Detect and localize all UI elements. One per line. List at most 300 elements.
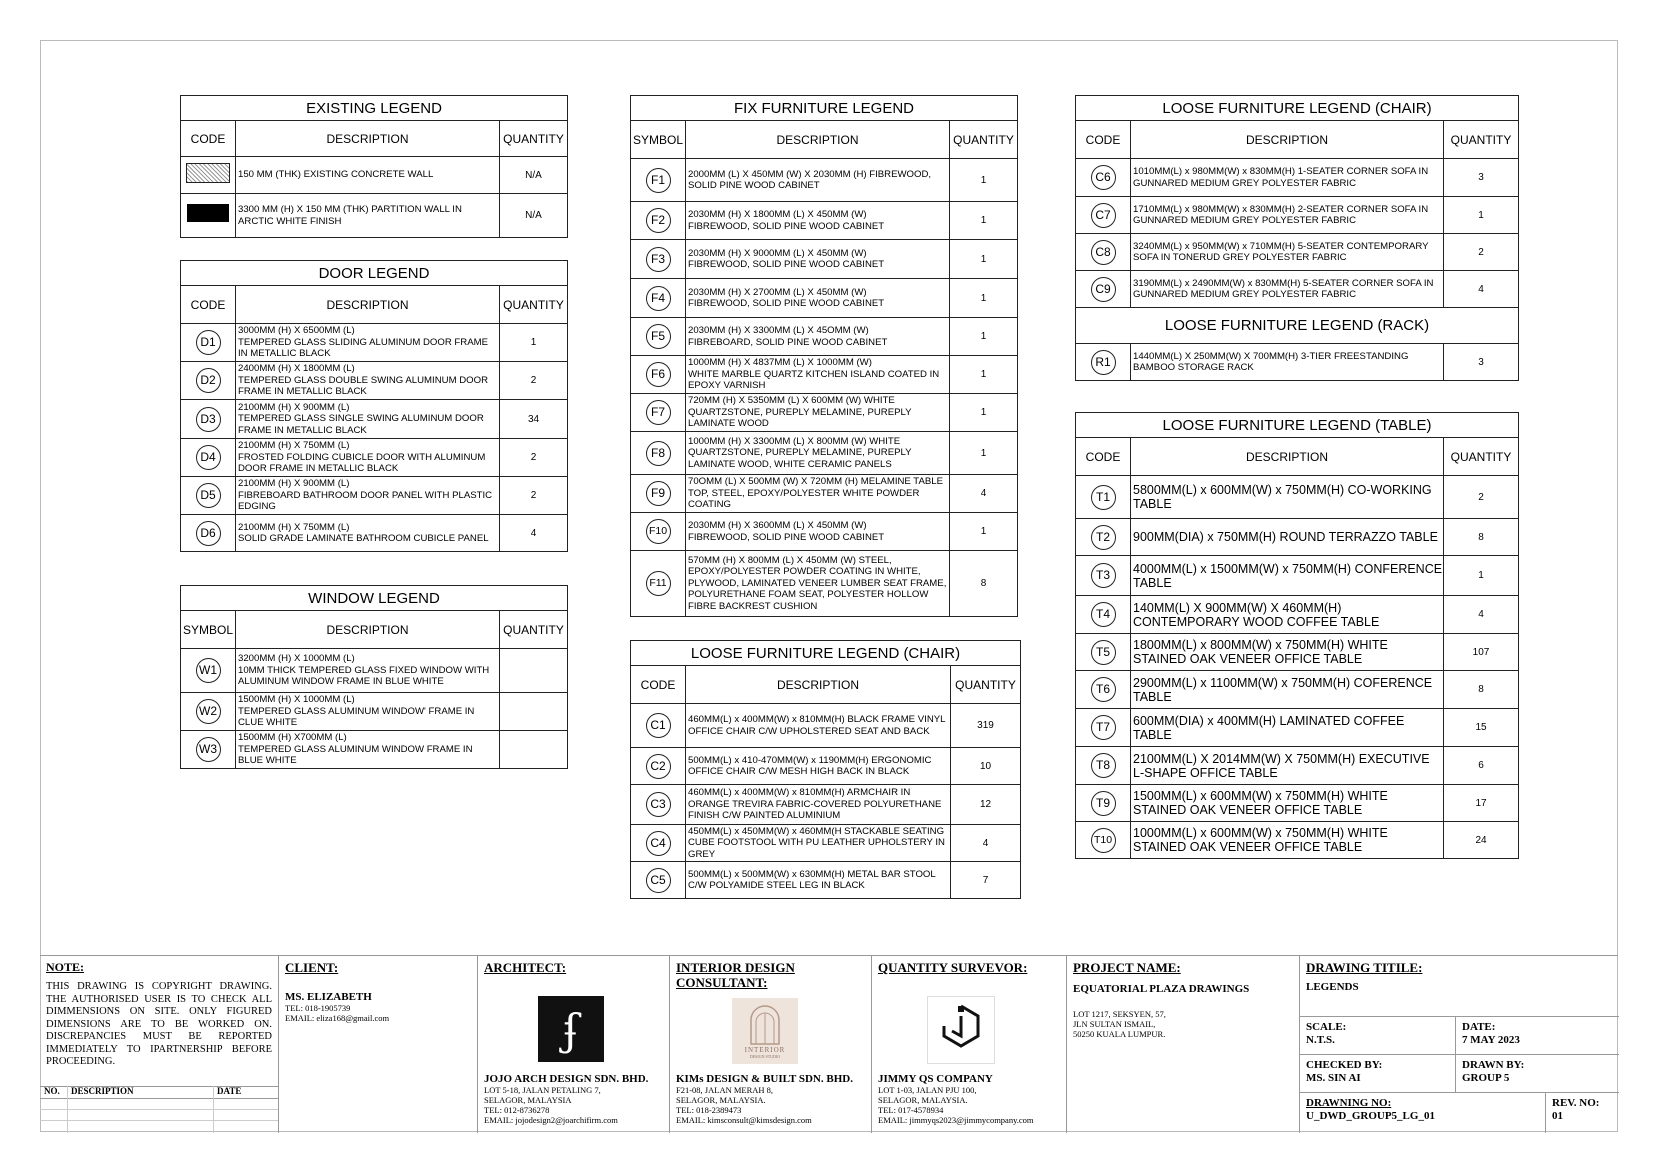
legend-row [1076,271,1519,308]
legend-description: 5800MM(L) x 600MM(W) x 750MM(H) CO-WORKING TABLE [1131,476,1444,519]
code-circle-symbol: W3 [196,737,221,762]
header-description: DESCRIPTION [236,611,500,649]
legend-row [1076,519,1519,556]
header-code: CODE [631,666,686,704]
quantity-surveyor-name: JIMMY QS COMPANY [878,1073,993,1085]
legend-quantity: 10 [951,748,1021,785]
fix-furniture-legend-table [630,95,1018,617]
code-circle-symbol: F5 [646,324,671,349]
quantity-surveyor-address-2: SELAGOR, MALAYSIA. [878,1095,968,1105]
code-circle-symbol: T8 [1091,753,1116,778]
note-text: THIS DRAWING IS COPYRIGHT DRAWING. THE AUTHORISED USER IS TO CHECK ALL DIMMENSIONS ON SITE. ONLY FIGURED DIMENSIONS ARE TO BE WORKED ON. DISCREPANCIES MUST BE REPORTED IMMEDIATELY TO IPARTNERSHIP BEFORE PROCEEDING. [46,981,272,1067]
legend-code-cell [631,862,686,899]
legend-description: 900MM(DIA) x 750MM(H) ROUND TERRAZZO TABLE [1131,519,1444,556]
quantity-surveyor-address-1: LOT 1-03, JALAN PJU 100, [878,1085,977,1095]
header-quantity: QUANTITY [1444,438,1519,476]
interior-consultant-address-2: SELAGOR, MALAYSIA. [676,1095,766,1105]
architect-email: EMAIL: jojodesign2@joarchifirm.com [484,1115,618,1125]
quantity-surveyor-email: EMAIL: jimmyqs2023@jimmycompany.com [878,1115,1034,1125]
code-circle-symbol: F7 [646,400,671,425]
legend-quantity: 1 [950,202,1018,240]
legend-code-cell [631,202,686,240]
loose-chair-legend-title: LOOSE FURNITURE LEGEND (CHAIR) [631,641,1021,666]
project-heading: PROJECT NAME: [1073,960,1181,975]
quantity-surveyor-tel: TEL: 017-4578934 [878,1105,944,1115]
legend-quantity: 1 [950,279,1018,318]
code-circle-symbol: F4 [646,286,671,311]
legend-quantity: 12 [951,785,1021,825]
legend-row [631,432,1018,475]
legend-code-cell [631,825,686,862]
arch-window-icon [745,1004,785,1046]
legend-description: 140MM(L) X 900MM(W) X 460MM(H) CONTEMPORARY WOOD COFFEE TABLE [1131,596,1444,634]
legend-code-cell [1076,709,1131,747]
legend-quantity: 4 [950,475,1018,513]
legend-quantity: 7 [951,862,1021,899]
code-circle-symbol: C2 [646,754,671,779]
legend-description: 2900MM(L) x 1100MM(W) x 750MM(H) COFERENCE TABLE [1131,671,1444,709]
header-quantity: QUANTITY [951,666,1021,704]
code-circle-symbol: F1 [646,168,671,193]
legend-row [1076,234,1519,271]
client-name: MS. ELIZABETH [285,991,372,1003]
project-name: EQUATORIAL PLAZA DRAWINGS [1073,983,1250,995]
legend-quantity: 107 [1444,634,1519,671]
legend-description: 3240MM(L) x 950MM(W) x 710MM(H) 5-SEATER CONTEMPORARY SOFA IN TONERUD GREY POLYESTER FABRIC [1131,234,1444,271]
code-circle-symbol: F11 [646,571,671,596]
code-circle-symbol: T7 [1091,715,1116,740]
cube-j-logo-icon [938,1002,984,1058]
rev-no-header: NO. [44,1086,60,1096]
legend-description: 2100MM (H) X 750MM (L) FROSTED FOLDING CUBICLE DOOR WITH ALUMINUM DOOR FRAME IN METALLIC BLACK [236,439,500,477]
drawing-number-cell [1300,1092,1545,1133]
title-block [40,955,1618,1133]
legend-row [1076,785,1519,822]
window-legend-title: WINDOW LEGEND [181,586,568,611]
drawn-by-value: GROUP 5 [1462,1072,1510,1084]
legend-row [1076,634,1519,671]
legend-description: 2000MM (L) X 450MM (W) X 2030MM (H) FIBREWOOD, SOLID PINE WOOD CABINET [686,159,950,202]
interior-consultant-address-1: F21-08, JALAN MERAH 8, [676,1085,774,1095]
legend-code-cell [631,279,686,318]
legend-quantity: 1 [950,513,1018,551]
code-circle-symbol: F10 [646,519,671,544]
legend-quantity: 2 [500,362,568,400]
interior-consultant-heading-2: CONSULTANT: [676,975,768,990]
legend-quantity: 24 [1444,822,1519,859]
code-circle-symbol: C5 [646,868,671,893]
legend-description: 150 MM (THK) EXISTING CONCRETE WALL [236,157,500,194]
partition-wall-solid-symbol [181,194,236,238]
concrete-wall-hatch-symbol [181,157,236,194]
header-quantity: QUANTITY [500,121,568,157]
legend-code-cell [1076,271,1131,308]
date-cell [1455,1016,1619,1054]
legend-quantity: 8 [950,551,1018,617]
legend-code-cell [1076,671,1131,709]
legend-quantity: 1 [950,394,1018,432]
legend-row [1076,344,1519,381]
legend-quantity: 4 [1444,596,1519,634]
code-circle-symbol: T6 [1091,677,1116,702]
legend-description: 1000MM (H) X 4837MM (L) X 1000MM (W) WHITE MARBLE QUARTZ KITCHEN ISLAND COATED IN EPOXY VARNISH [686,356,950,394]
door-legend-title: DOOR LEGEND [181,261,568,286]
legend-quantity: 1 [500,324,568,362]
existing-legend-title: EXISTING LEGEND [181,96,568,121]
legend-code-cell [181,362,236,400]
legend-row [631,394,1018,432]
code-circle-symbol: W1 [196,658,221,683]
window-legend-table [180,585,568,769]
legend-quantity: 1 [950,356,1018,394]
drawing-title-value: LEGENDS [1306,981,1359,993]
quantity-surveyor-logo [927,996,995,1064]
client-heading: CLIENT: [285,960,339,975]
legend-quantity: 4 [1444,271,1519,308]
legend-row [631,825,1021,862]
legend-quantity [500,731,568,769]
header-quantity: QUANTITY [950,121,1018,159]
legend-description: 600MM(DIA) x 400MM(H) LAMINATED COFFEE TABLE [1131,709,1444,747]
legend-description: 570MM (H) X 800MM (L) X 450MM (W) STEEL, EPOXY/POLYESTER POWDER COATING IN WHITE, PLYWOOD, LAMINATED VENEER LUMBER SEAT FRAME, POLYURETHANE FOAM SEAT, POLYESTER HOLLOW FIBRE BACKREST CUSHION [686,551,950,617]
legend-code-cell [631,394,686,432]
code-circle-symbol: D1 [196,330,221,355]
legend-quantity: 17 [1444,785,1519,822]
legend-description: 460MM(L) x 400MM(W) x 810MM(H) BLACK FRAME VINYL OFFICE CHAIR C/W UPHOLSTERED SEAT AND BACK [686,704,951,748]
date-value: 7 MAY 2023 [1462,1034,1520,1046]
legend-description: 1500MM (H) X700MM (L) TEMPERED GLASS ALUMINUM WINDOW FRAME IN BLUE WHITE [236,731,500,769]
legend-quantity: 319 [951,704,1021,748]
legend-description: 2030MM (H) X 1800MM (L) X 450MM (W) FIBREWOOD, SOLID PINE WOOD CABINET [686,202,950,240]
legend-row [631,748,1021,785]
legend-code-cell [1076,197,1131,234]
interior-consultant-email: EMAIL: kimsconsult@kimsdesign.com [676,1115,812,1125]
loose-rack-legend-title: LOOSE FURNITURE LEGEND (RACK) [1076,308,1519,344]
legend-quantity: N/A [500,194,568,238]
legend-row [631,862,1021,899]
rev-description-header: DESCRIPTION [71,1086,134,1096]
legend-description: 2400MM (H) X 1800MM (L) TEMPERED GLASS DOUBLE SWING ALUMINUM DOOR FRAME IN METALLIC BLACK [236,362,500,400]
code-circle-symbol: D4 [196,445,221,470]
architect-name: JOJO ARCH DESIGN SDN. BHD. [484,1073,649,1085]
header-description: DESCRIPTION [1131,121,1444,159]
legend-row [1076,476,1519,519]
legend-row [631,551,1018,617]
legend-row [631,240,1018,279]
date-label: DATE: [1462,1021,1496,1033]
drawing-info-section [1299,956,1618,1133]
code-circle-symbol: C9 [1091,277,1116,302]
scale-value: N.T.S. [1306,1034,1335,1046]
quantity-surveyor-section [871,956,1066,1133]
interior-logo-subtext: DESIGN STUDIO [749,1053,781,1059]
legend-row [1076,159,1519,197]
quantity-surveyor-heading: QUANTITY SURVEVOR: [878,960,1028,975]
code-circle-symbol: C6 [1091,165,1116,190]
code-circle-symbol: C7 [1091,203,1116,228]
legend-description: 450MM(L) x 450MM(W) x 460MM(H STACKABLE SEATING CUBE FOOTSTOOL WITH PU LEATHER UPHOLSTERY IN GREY [686,825,951,862]
header-description: DESCRIPTION [236,121,500,157]
loose-table-legend-table [1075,412,1519,859]
legend-description: 1500MM(L) x 600MM(W) x 750MM(H) WHITE STAINED OAK VENEER OFFICE TABLE [1131,785,1444,822]
rev-date-header: DATE [217,1086,242,1096]
project-section [1066,956,1299,1133]
legend-code-cell [1076,159,1131,197]
legend-quantity: 15 [1444,709,1519,747]
legend-code-cell [631,432,686,475]
loose-sofa-legend-title: LOOSE FURNITURE LEGEND (CHAIR) [1076,96,1519,121]
legend-code-cell [181,400,236,439]
legend-description: 2100MM(L) X 2014MM(W) X 750MM(H) EXECUTIVE L-SHAPE OFFICE TABLE [1131,747,1444,785]
legend-quantity: 1 [1444,197,1519,234]
legend-quantity: 1 [950,318,1018,356]
code-circle-symbol: F2 [646,208,671,233]
legend-code-cell [631,748,686,785]
project-address-2: JLN SULTAN ISMAIL, [1073,1019,1156,1029]
legend-code-cell [631,356,686,394]
scale-cell [1300,1016,1455,1054]
legend-row [631,318,1018,356]
legend-quantity: 3 [1444,344,1519,381]
legend-row [1076,671,1519,709]
legend-quantity: 4 [500,515,568,552]
code-circle-symbol: F9 [646,481,671,506]
legend-code-cell [181,477,236,515]
legend-code-cell [1076,822,1131,859]
legend-description: 720MM (H) X 5350MM (L) X 600MM (W) WHITE QUARTZSTONE, PUREPLY MELAMINE, PUREPLY LAMINATE WOOD [686,394,950,432]
legend-quantity: 3 [1444,159,1519,197]
legend-row [181,324,568,362]
legend-code-cell [181,324,236,362]
legend-row [1076,747,1519,785]
interior-logo-text: INTERIOR [744,1045,786,1054]
legend-description: 500MM(L) x 410-470MM(W) x 1190MM(H) ERGONOMIC OFFICE CHAIR C/W MESH HIGH BACK IN BLACK [686,748,951,785]
code-circle-symbol: F3 [646,247,671,272]
legend-code-cell [631,551,686,617]
interior-consultant-tel: TEL: 018-2389473 [676,1105,742,1115]
legend-description: 2030MM (H) X 3600MM (L) X 450MM (W) FIBREWOOD, SOLID PINE WOOD CABINET [686,513,950,551]
legend-code-cell [181,439,236,477]
existing-legend-table [180,95,568,238]
legend-code-cell [1076,785,1131,822]
code-circle-symbol: C1 [646,713,671,738]
legend-row [631,475,1018,513]
legend-code-cell [181,693,236,731]
legend-code-cell [1076,519,1131,556]
legend-quantity [500,693,568,731]
legend-code-cell [1076,344,1131,381]
legend-description: 4000MM(L) x 1500MM(W) x 750MM(H) CONFERENCE TABLE [1131,556,1444,596]
legend-code-cell [181,731,236,769]
loose-table-legend-title: LOOSE FURNITURE LEGEND (TABLE) [1076,413,1519,438]
legend-quantity: 1 [950,159,1018,202]
legend-description: 3200MM (H) X 1000MM (L) 10MM THICK TEMPERED GLASS FIXED WINDOW WITH ALUMINUM WINDOW FRAME IN BLUE WHITE [236,649,500,693]
header-description: DESCRIPTION [236,286,500,324]
legend-description: 1710MM(L) x 980MM(W) x 830MM(H) 2-SEATER CORNER SOFA IN GUNNARED MEDIUM GREY POLYESTER FABRIC [1131,197,1444,234]
legend-row [1076,197,1519,234]
code-circle-symbol: T3 [1091,563,1116,588]
header-description: DESCRIPTION [1131,438,1444,476]
code-circle-symbol: D5 [196,483,221,508]
header-description: DESCRIPTION [686,121,950,159]
legend-code-cell [631,704,686,748]
legend-description: 3000MM (H) X 6500MM (L) TEMPERED GLASS SLIDING ALUMINUM DOOR FRAME IN METALLIC BLACK [236,324,500,362]
revision-number-cell [1545,1092,1619,1133]
legend-code-cell [631,475,686,513]
legend-row [631,159,1018,202]
legend-description: 1010MM(L) x 980MM(W) x 830MM(H) 1-SEATER CORNER SOFA IN GUNNARED MEDIUM GREY POLYESTER FABRIC [1131,159,1444,197]
header-quantity: QUANTITY [500,611,568,649]
legend-code-cell [1076,234,1131,271]
code-circle-symbol: T2 [1091,525,1116,550]
legend-row [181,477,568,515]
legend-quantity: 2 [1444,234,1519,271]
legend-code-cell [1076,747,1131,785]
legend-code-cell [631,240,686,279]
code-circle-symbol: W2 [196,699,221,724]
code-circle-symbol: T10 [1091,828,1116,853]
legend-code-cell [631,785,686,825]
legend-row [181,439,568,477]
fix-furniture-legend-title: FIX FURNITURE LEGEND [631,96,1018,121]
header-code: CODE [1076,121,1131,159]
drawing-title-heading: DRAWING TITILE: [1306,960,1423,975]
checked-by-value: MS. SIN AI [1306,1072,1361,1084]
legend-code-cell [1076,596,1131,634]
legend-row [631,704,1021,748]
header-code: CODE [181,121,236,157]
client-email: EMAIL: eliza168@gmail.com [285,1013,390,1023]
revision-number-label: REV. NO: [1552,1097,1600,1109]
legend-quantity: 6 [1444,747,1519,785]
legend-description: 1000MM(L) x 600MM(W) x 750MM(H) WHITE STAINED OAK VENEER OFFICE TABLE [1131,822,1444,859]
legend-description: 3300 MM (H) X 150 MM (THK) PARTITION WALL IN ARCTIC WHITE FINISH [236,194,500,238]
legend-row [1076,556,1519,596]
drawing-number-value: U_DWD_GROUP5_LG_01 [1306,1110,1435,1122]
legend-quantity: 1 [1444,556,1519,596]
legend-row [1076,822,1519,859]
architect-logo [538,996,604,1062]
legend-quantity: 8 [1444,671,1519,709]
legend-row [1076,709,1519,747]
legend-description: 2030MM (H) X 2700MM (L) X 450MM (W) FIBREWOOD, SOLID PINE WOOD CABINET [686,279,950,318]
legend-quantity: 2 [500,439,568,477]
project-address-3: 50250 KUALA LUMPUR. [1073,1029,1166,1039]
code-circle-symbol: F6 [646,362,671,387]
architect-address-1: LOT 5-18, JALAN PETALING 7, [484,1085,601,1095]
legend-description: 70OMM (L) X 500MM (W) X 720MM (H) MELAMINE TABLE TOP, STEEL, EPOXY/POLYESTER WHITE POWDER COATING [686,475,950,513]
legend-row [181,693,568,731]
legend-code-cell [631,318,686,356]
legend-description: 3190MM(L) x 2490MM(W) x 830MM(H) 5-SEATER CORNER SOFA IN GUNNARED MEDIUM GREY POLYESTER FABRIC [1131,271,1444,308]
legend-description: 1440MM(L) X 250MM(W) X 700MM(H) 3-TIER FREESTANDING BAMBOO STORAGE RACK [1131,344,1444,381]
code-circle-symbol: D6 [196,521,221,546]
header-description: DESCRIPTION [686,666,951,704]
code-circle-symbol: D2 [196,368,221,393]
legend-row [181,649,568,693]
architect-logo-glyph: ʄ [563,1004,579,1054]
legend-description: 2100MM (H) X 900MM (L) TEMPERED GLASS SINGLE SWING ALUMINUM DOOR FRAME IN METALLIC BLACK [236,400,500,439]
door-legend-table [180,260,568,552]
legend-description: 2100MM (H) X 900MM (L) FIBREBOARD BATHROOM DOOR PANEL WITH PLASTIC EDGING [236,477,500,515]
code-circle-symbol: C8 [1091,240,1116,265]
client-section [278,956,477,1133]
note-heading: NOTE: [46,960,85,974]
code-circle-symbol: T1 [1091,485,1116,510]
legend-row [1076,596,1519,634]
header-code: CODE [1076,438,1131,476]
code-circle-symbol: C3 [646,792,671,817]
code-circle-symbol: T5 [1091,640,1116,665]
legend-description: 2100MM (H) X 750MM (L) SOLID GRADE LAMINATE BATHROOM CUBICLE PANEL [236,515,500,552]
legend-code-cell [181,649,236,693]
legend-description: 460MM(L) x 400MM(W) x 810MM(H) ARMCHAIR IN ORANGE TREVIRA FABRIC-COVERED POLYURETHANE FINISH C/W PAINTED ALUMINIUM [686,785,951,825]
legend-description: 2030MM (H) X 3300MM (L) X 45OMM (W) FIBREBOARD, SOLID PINE WOOD CABINET [686,318,950,356]
legend-quantity: 2 [1444,476,1519,519]
drawing-number-label: DRAWNING NO: [1306,1097,1392,1109]
legend-quantity: 4 [951,825,1021,862]
legend-description: 1500MM (H) X 1000MM (L) TEMPERED GLASS ALUMINUM WINDOW' FRAME IN CLUE WHITE [236,693,500,731]
code-circle-symbol: D3 [196,407,221,432]
loose-chair-legend-table [630,640,1021,899]
legend-description: 500MM(L) x 500MM(W) x 630MM(H) METAL BAR STOOL C/W POLYAMIDE STEEL LEG IN BLACK [686,862,951,899]
legend-quantity: 2 [500,477,568,515]
interior-consultant-logo [732,998,798,1064]
drawn-by-label: DRAWN BY: [1462,1059,1525,1071]
header-code: CODE [181,286,236,324]
legend-quantity: 8 [1444,519,1519,556]
interior-consultant-name: KIMs DESIGN & BUILT SDN. BHD. [676,1073,853,1085]
legend-quantity: 34 [500,400,568,439]
checked-by-label: CHECKED BY: [1306,1059,1383,1071]
header-symbol: SYMBOL [631,121,686,159]
legend-code-cell [181,515,236,552]
architect-tel: TEL: 012-8736278 [484,1105,550,1115]
legend-row [181,731,568,769]
legend-row [631,202,1018,240]
code-circle-symbol: F8 [646,441,671,466]
architect-address-2: SELAGOR, MALAYSIA [484,1095,572,1105]
legend-quantity: N/A [500,157,568,194]
code-circle-symbol: R1 [1091,350,1116,375]
checked-by-cell [1300,1054,1455,1092]
legend-code-cell [1076,556,1131,596]
architect-heading: ARCHITECT: [484,960,567,975]
legend-description: 2030MM (H) X 9000MM (L) X 450MM (W) FIBREWOOD, SOLID PINE WOOD CABINET [686,240,950,279]
legend-row [631,279,1018,318]
legend-quantity: 1 [950,432,1018,475]
code-circle-symbol: T9 [1091,791,1116,816]
legend-description: 1000MM (H) X 3300MM (L) X 800MM (W) WHITE QUARTZSTONE, PUREPLY MELAMINE, PUREPLY LAMINATE WOOD, WHITE CERAMIC PANELS [686,432,950,475]
revision-table [40,1086,278,1133]
legend-code-cell [631,513,686,551]
scale-label: SCALE: [1306,1021,1347,1033]
legend-row [181,515,568,552]
legend-row [631,356,1018,394]
legend-description: 1800MM(L) x 800MM(W) x 750MM(H) WHITE STAINED OAK VENEER OFFICE TABLE [1131,634,1444,671]
header-quantity: QUANTITY [1444,121,1519,159]
code-circle-symbol: T4 [1091,602,1116,627]
architect-section [477,956,669,1133]
legend-row [181,400,568,439]
interior-consultant-heading-1: INTERIOR DESIGN [676,960,795,975]
header-symbol: SYMBOL [181,611,236,649]
client-tel: TEL: 018-1905739 [285,1003,351,1013]
legend-row [631,785,1021,825]
legend-row [181,362,568,400]
legend-row [631,513,1018,551]
interior-consultant-section [669,956,871,1133]
